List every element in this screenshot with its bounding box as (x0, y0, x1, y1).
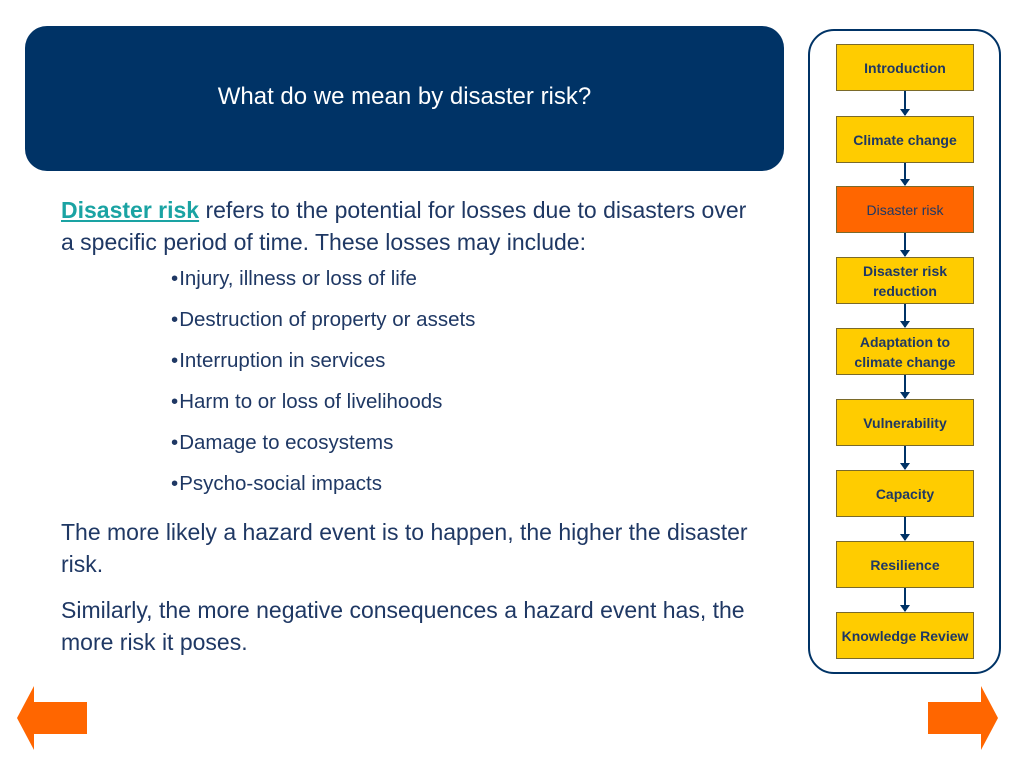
list-item (171, 348, 761, 389)
intro-paragraph (61, 194, 761, 258)
bullet-dot: • (171, 349, 179, 372)
list-item-text: Interruption in services (179, 349, 386, 372)
nav-item-disaster-risk-reduction[interactable]: Disaster risk reduction (836, 257, 974, 304)
list-item-text: Damage to ecosystems (179, 431, 394, 454)
bullet-dot: • (171, 431, 179, 454)
list-item (171, 389, 761, 430)
likelihood-paragraph: The more likely a hazard event is to happen, the higher the disaster risk. (61, 519, 748, 577)
nav-item-resilience[interactable]: Resilience (836, 541, 974, 588)
bullet-dot: • (171, 308, 179, 331)
list-item (171, 307, 761, 348)
nav-item-adaptation[interactable]: Adaptation to climate change (836, 328, 974, 375)
list-item-text: Harm to or loss of livelihoods (179, 390, 443, 413)
slide-content (61, 194, 761, 658)
nav-item-vulnerability[interactable]: Vulnerability (836, 399, 974, 446)
nav-connector (904, 446, 906, 469)
nav-item-knowledge-review[interactable]: Knowledge Review (836, 612, 974, 659)
arrow-left-icon (17, 686, 87, 750)
nav-connector (904, 588, 906, 611)
list-item (171, 266, 761, 307)
nav-connector (904, 91, 906, 115)
bullet-dot: • (171, 390, 179, 413)
title-banner (25, 26, 784, 171)
nav-connector (904, 517, 906, 540)
intro-text: refers to the potential for losses due to disasters over a specific period of time. These losses may include: (61, 197, 747, 255)
list-item (171, 471, 761, 512)
nav-item-climate-change[interactable]: Climate change (836, 116, 974, 163)
nav-item-capacity[interactable]: Capacity (836, 470, 974, 517)
nav-item-disaster-risk[interactable]: Disaster risk (836, 186, 974, 233)
nav-connector (904, 163, 906, 185)
bullet-dot: • (171, 472, 179, 495)
nav-connector (904, 375, 906, 398)
nav-item-introduction[interactable]: Introduction (836, 44, 974, 91)
consequences-paragraph: Similarly, the more negative consequences a hazard event has, the more risk it poses. (61, 597, 745, 655)
losses-list (171, 266, 761, 512)
list-item-text: Injury, illness or loss of life (179, 267, 417, 290)
list-item-text: Psycho-social impacts (179, 472, 382, 495)
arrow-right-icon (928, 686, 998, 750)
nav-connector (904, 304, 906, 327)
list-item-text: Destruction of property or assets (179, 308, 476, 331)
list-item (171, 430, 761, 471)
nav-connector (904, 233, 906, 256)
bullet-dot: • (171, 267, 179, 290)
slide-title: What do we mean by disaster risk? (217, 82, 592, 110)
disaster-risk-link[interactable]: Disaster risk (61, 197, 200, 223)
previous-button[interactable] (17, 686, 87, 750)
next-button[interactable] (928, 686, 998, 750)
